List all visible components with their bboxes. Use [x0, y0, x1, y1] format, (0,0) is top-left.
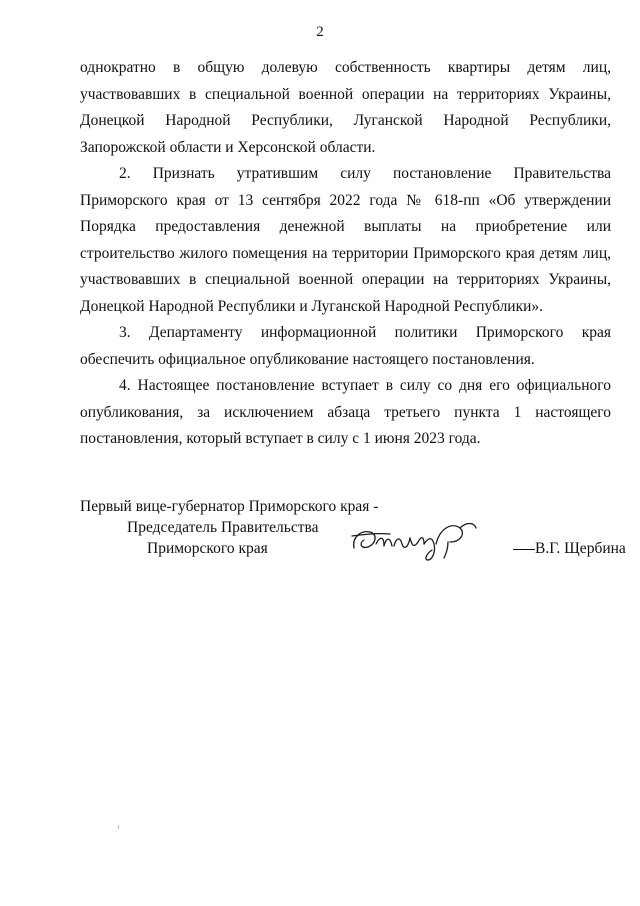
page-number: 2 [316, 24, 324, 40]
handwritten-signature [348, 514, 498, 564]
signature-line [513, 549, 535, 550]
paragraph-item-4: 4. Настоящее постановление вступает в силу со дня его официального опубликования, за исключением абзаца третьего пункта 1 настоящего постановления, который вступает в силу с 1 июня 2023 года. [80, 377, 611, 447]
paragraph-item-2: 2. Признать утратившим силу постановление Правительства Приморского края от 13 сентября 2022 года № 618-пп «Об утверждении Порядка предоставления денежной выплаты на приобретение или строительство жилого помещения на территории Приморского края детям лиц, участвовавших в специальной военной операции на территориях Украины, Донецкой Народной Республики и Луганской Народной Республики». [80, 165, 611, 315]
signer-title-line-3: Приморского края [147, 540, 268, 557]
signer-title-line-1: Первый вице-губернатор Приморского края - [80, 498, 379, 515]
signature-block [80, 496, 626, 566]
scan-speck [118, 825, 119, 829]
signer-name-text: В.Г. Щербина [535, 540, 626, 557]
paragraph-item-3: 3. Департаменту информационной политики Приморского края обеспечить официальное опубликование настоящего постановления. [80, 324, 611, 368]
document-body [80, 55, 611, 453]
paragraph-continuation: однократно в общую долевую собственность квартиры детям лиц, участвовавших в специальной военной операции на территориях Украины, Донецкой Народной Республики, Луганской Народной Республики, Запорожской области и Херсонской области. [80, 59, 611, 156]
signer-title-line-2: Председатель Правительства [127, 519, 319, 536]
signer-name [513, 538, 626, 559]
